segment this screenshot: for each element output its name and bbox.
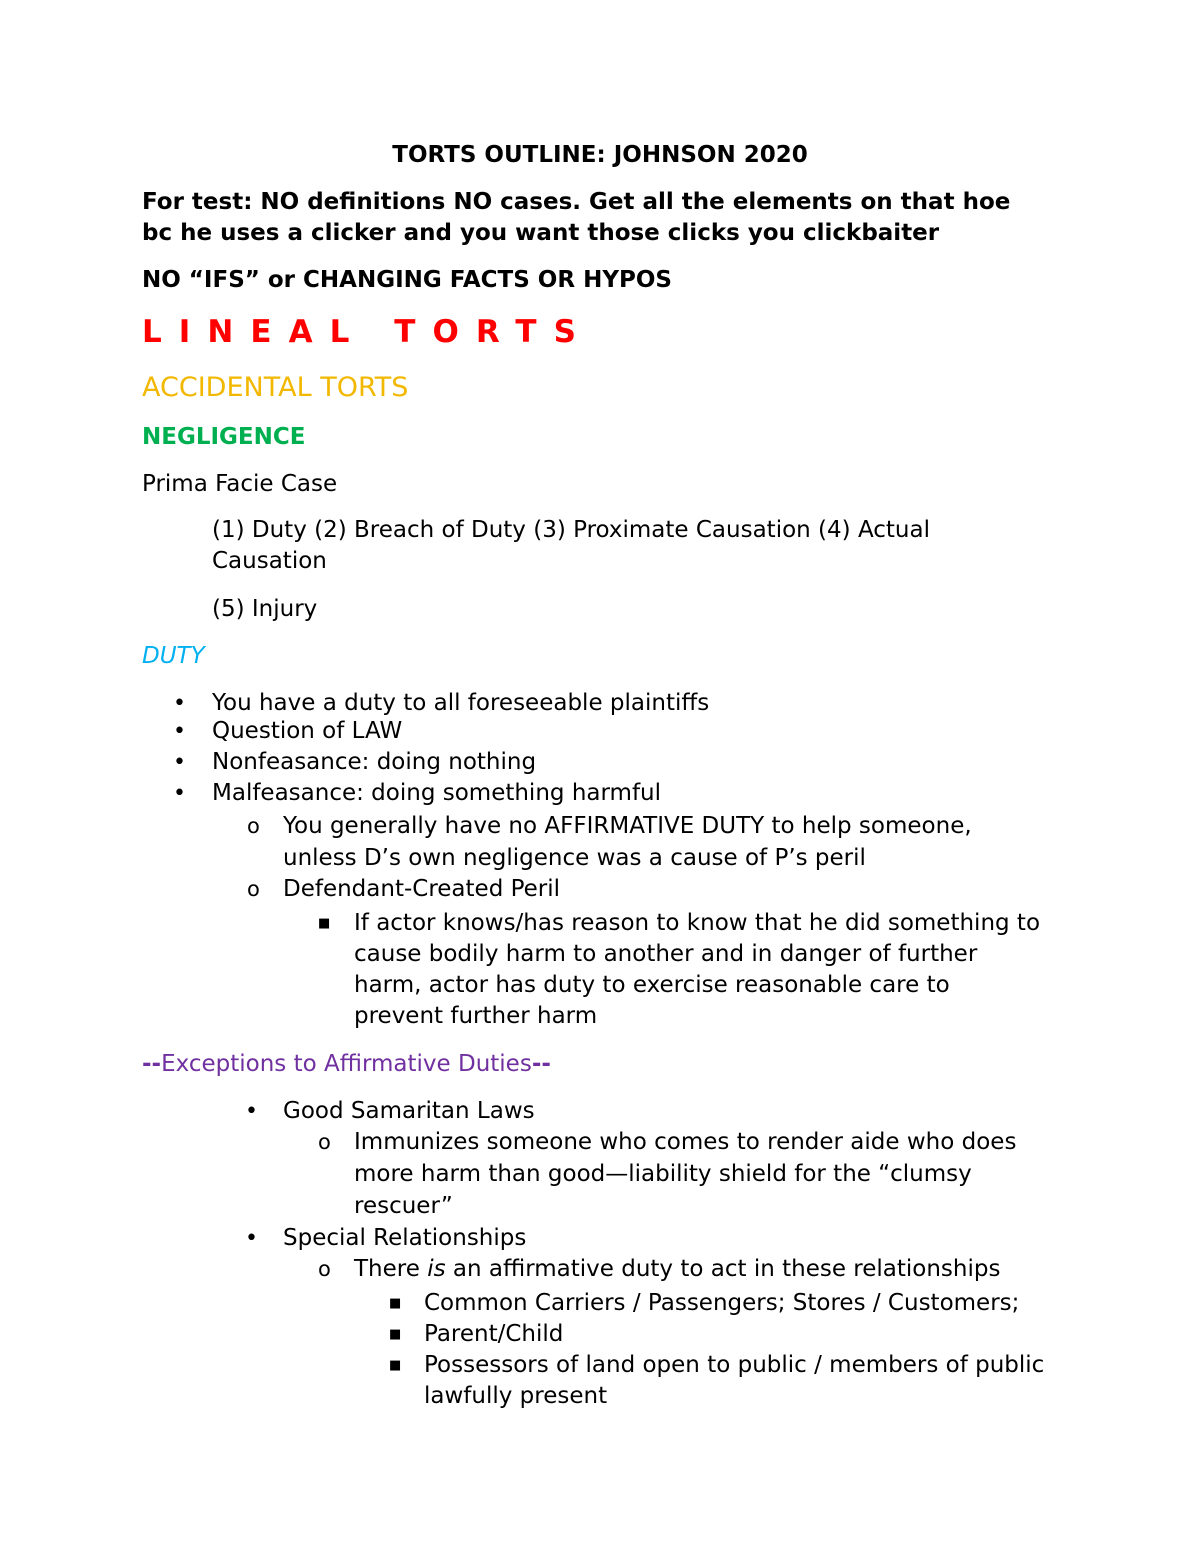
duty-subitem-defendant-peril: Defendant-Created Peril (283, 876, 561, 902)
bullet-disc-icon: • (173, 691, 186, 716)
special-relationships-item: Special Relationships (283, 1225, 527, 1251)
duty-item: Question of LAW (212, 718, 403, 744)
prima-facie-elements-line-2: Causation (212, 548, 327, 574)
bullet-circle-icon: o (318, 1130, 331, 1154)
bullet-square-icon: ■ (318, 916, 331, 931)
accidental-torts-heading: ACCIDENTAL TORTS (142, 372, 409, 403)
exceptions-dashes-left: -- (142, 1051, 162, 1077)
duty-subitem-line-2: unless D’s own negligence was a cause of P’s peril (283, 845, 866, 871)
bullet-disc-icon: • (173, 750, 186, 775)
prima-facie-label: Prima Facie Case (142, 471, 338, 497)
peril-detail-line: prevent further harm (354, 1003, 598, 1029)
negligence-heading: NEGLIGENCE (142, 424, 306, 450)
test-note-line-3: NO “IFS” or CHANGING FACTS OR HYPOS (142, 267, 672, 293)
peril-detail-line: cause bodily harm to another and in danger of further (354, 941, 978, 967)
relationship-item: Parent/Child (424, 1321, 564, 1347)
peril-detail-line: harm, actor has duty to exercise reasonable care to (354, 972, 950, 998)
good-samaritan-detail-line: rescuer” (354, 1193, 453, 1219)
exceptions-heading-text: Exceptions to Affirmative Duties (161, 1051, 532, 1077)
special-relationships-detail (354, 1254, 1000, 1285)
duty-item: You have a duty to all foreseeable plaintiffs (212, 690, 710, 716)
good-samaritan-item: Good Samaritan Laws (283, 1098, 535, 1124)
bullet-square-icon: ■ (389, 1327, 402, 1342)
prima-facie-elements-line-3: (5) Injury (212, 596, 318, 622)
bullet-disc-icon: • (173, 719, 186, 744)
bullet-circle-icon: o (247, 814, 260, 838)
relationship-item: Common Carriers / Passengers; Stores / Customers; (424, 1290, 1020, 1316)
test-note-line-1: For test: NO definitions NO cases. Get all the elements on that hoe (142, 189, 1011, 215)
bullet-circle-icon: o (247, 877, 260, 901)
bullet-square-icon: ■ (389, 1358, 402, 1373)
bullet-disc-icon: • (173, 781, 186, 806)
exceptions-dashes-right: -- (531, 1051, 551, 1077)
bullet-disc-icon: • (245, 1099, 258, 1124)
relationship-item-continued: lawfully present (424, 1383, 608, 1409)
bullet-disc-icon: • (245, 1226, 258, 1251)
duty-subitem-line-1: You generally have no AFFIRMATIVE DUTY to help someone, (283, 813, 972, 839)
sr-detail-italic: is (427, 1256, 446, 1282)
peril-detail-line: If actor knows/has reason to know that he did something to (354, 910, 1041, 936)
lineal-torts-heading: LINEAL TORTS (142, 314, 593, 350)
exceptions-heading (142, 1049, 551, 1080)
document-title: TORTS OUTLINE: JOHNSON 2020 (392, 142, 808, 168)
good-samaritan-detail-line: Immunizes someone who comes to render aide who does (354, 1129, 1017, 1155)
bullet-square-icon: ■ (389, 1296, 402, 1311)
good-samaritan-detail-line: more harm than good—liability shield for the “clumsy (354, 1161, 972, 1187)
sr-detail-after: an affirmative duty to act in these relationships (445, 1256, 1001, 1282)
duty-heading: DUTY (142, 643, 205, 669)
relationship-item: Possessors of land open to public / members of public (424, 1352, 1045, 1378)
sr-detail-before: There (354, 1256, 428, 1282)
duty-item: Nonfeasance: doing nothing (212, 749, 537, 775)
bullet-circle-icon: o (318, 1257, 331, 1281)
prima-facie-elements-line-1: (1) Duty (2) Breach of Duty (3) Proximate Causation (4) Actual (212, 517, 930, 543)
test-note-line-2: bc he uses a clicker and you want those clicks you clickbaiter (142, 220, 940, 246)
duty-item: Malfeasance: doing something harmful (212, 780, 662, 806)
